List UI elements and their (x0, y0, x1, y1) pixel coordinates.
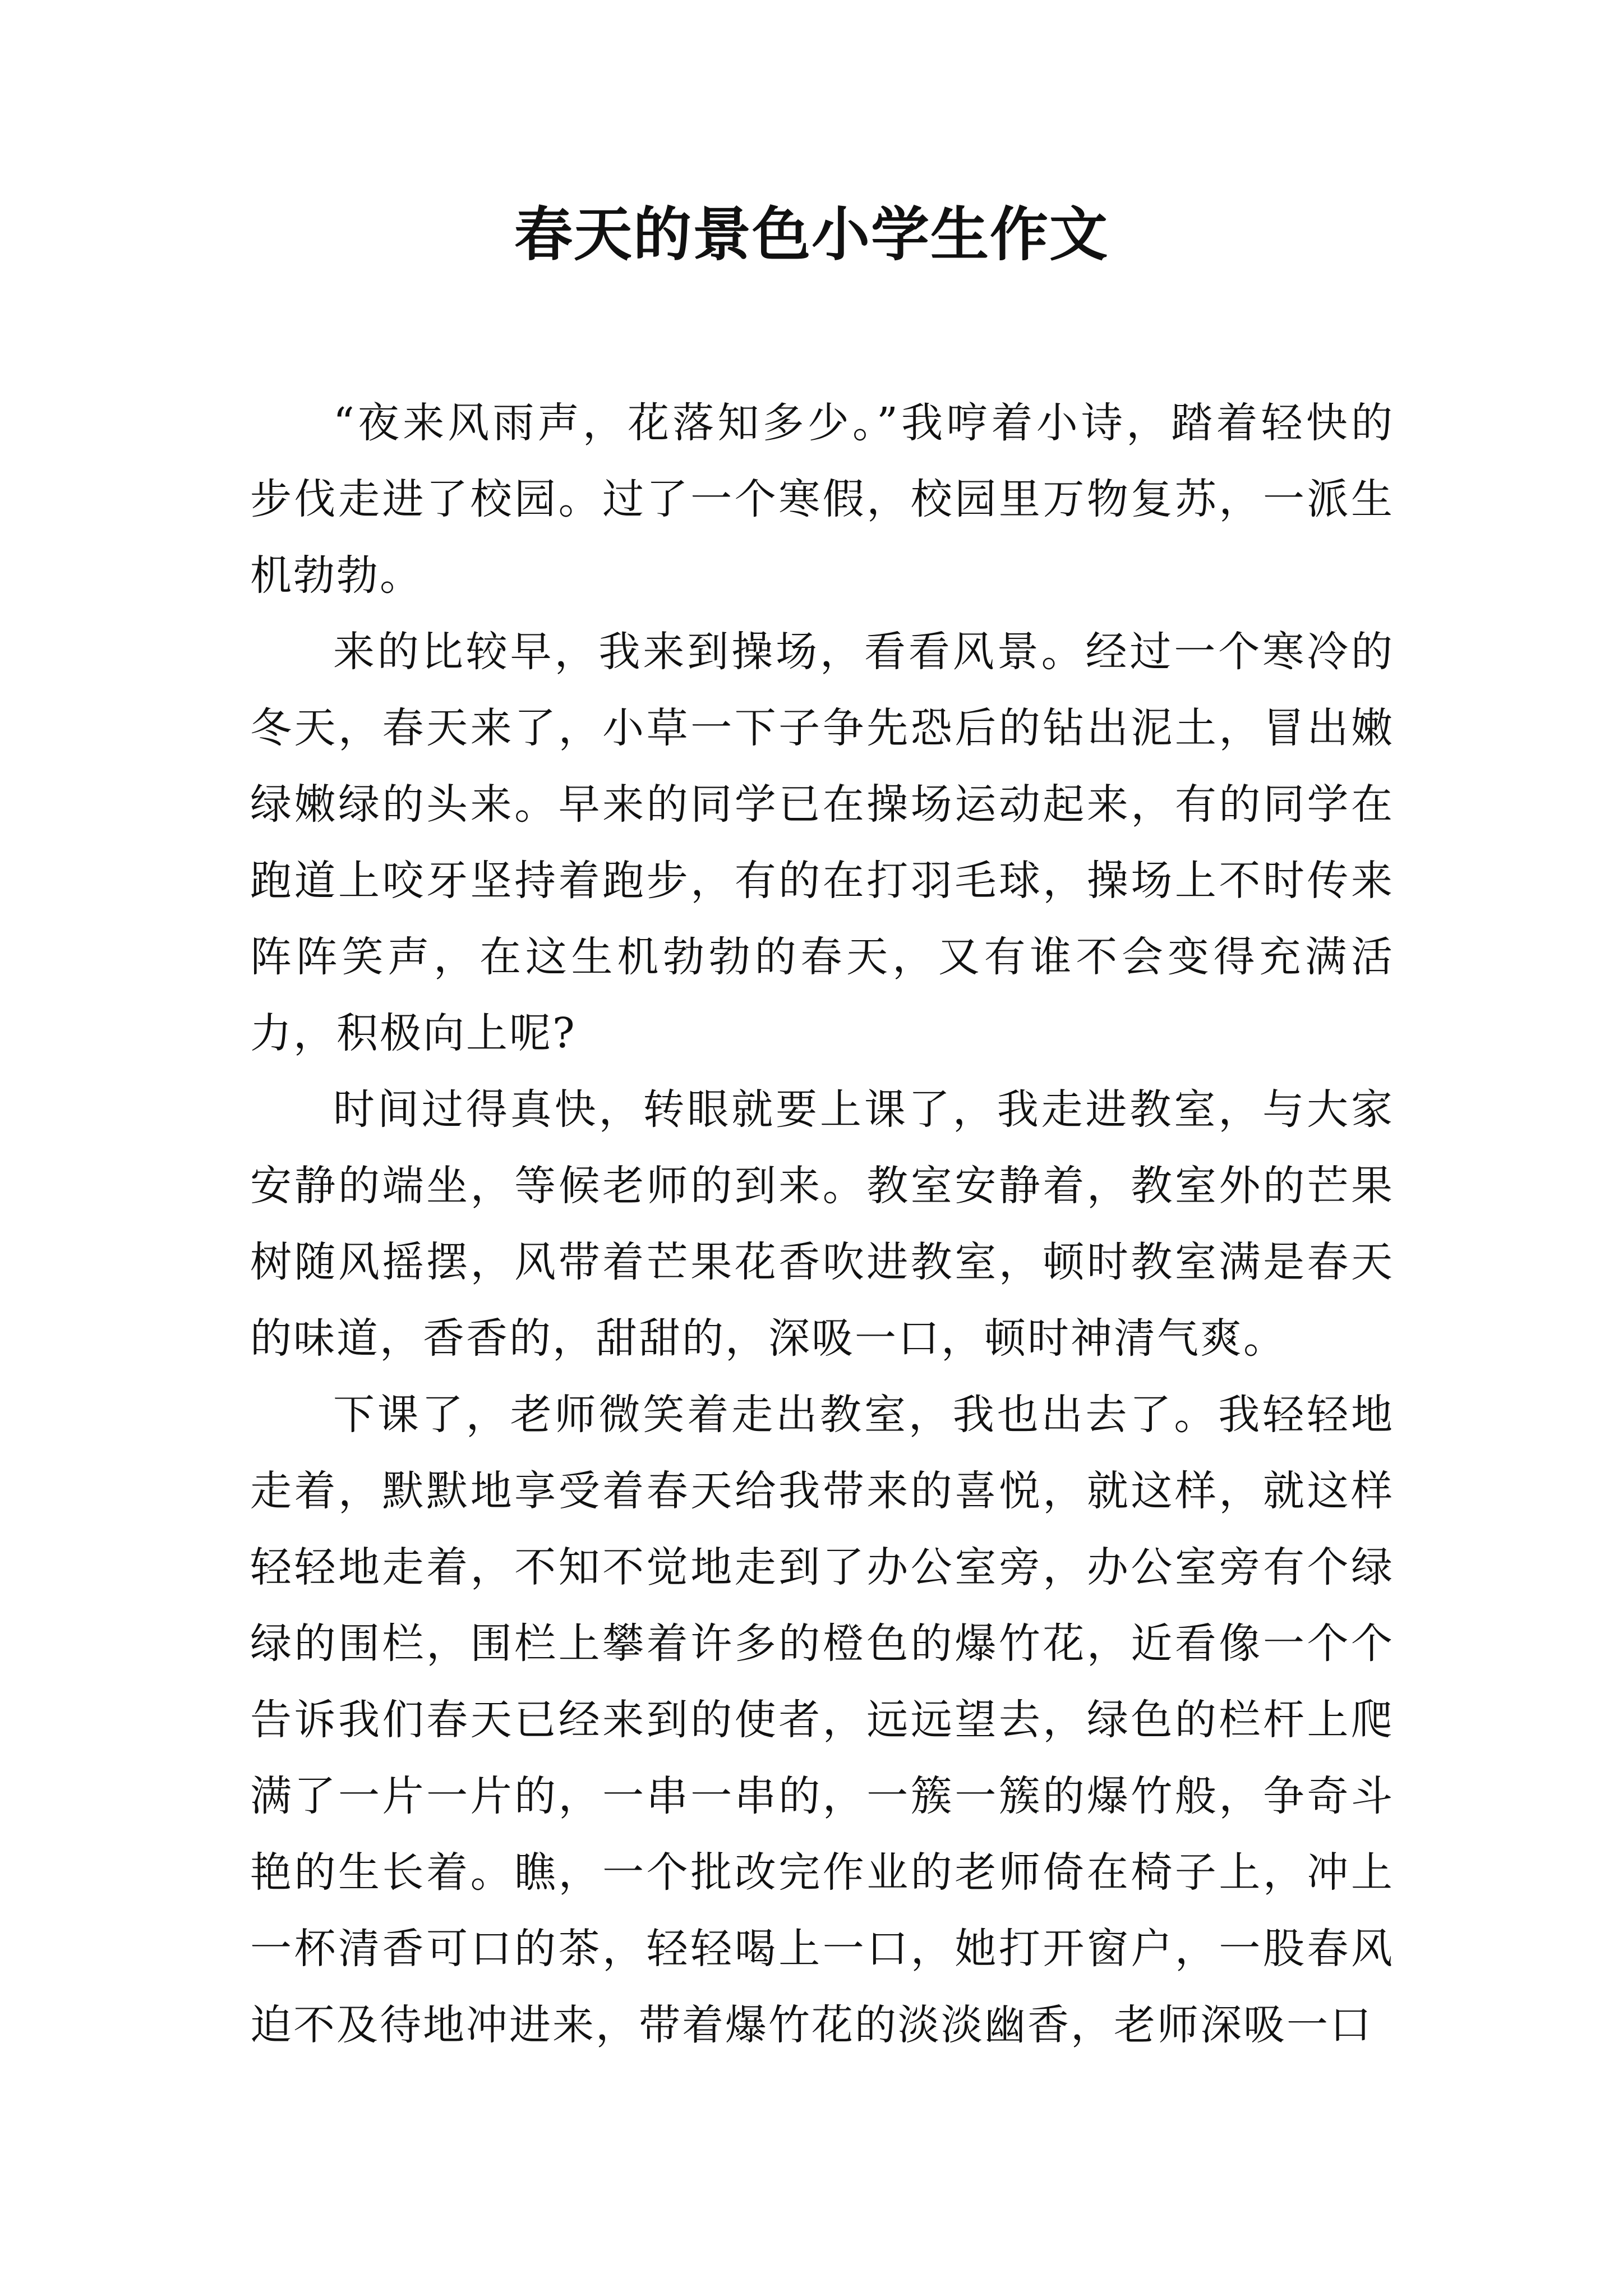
document-title: 春天的景色小学生作文 (514, 200, 1109, 269)
paragraph-4: 下课了，老师微笑着走出教室，我也出去了。我轻轻地走着，默默地享受着春天给我带来的喜悦，就这样，就这样轻轻地走着，不知不觉地走到了办公室旁，办公室旁有个绿绿的围栏，围栏上攀着许多的橙色的爆竹花，近看像一个个告诉我们春天已经来到的使者，远远望去，绿色的栏杆上爬满了一片一片的，一串一串的，一簇一簇的爆竹般，争奇斗艳的生长着。瞧，一个批改完作业的老师倚在椅子上，冲上一杯清香可口的茶，轻轻喝上一口，她打开窗户，一股春风迫不及待地冲进来，带着爆竹花的淡淡幽香，老师深吸一口 (250, 1391, 1394, 2049)
paragraph-1: “夜来风雨声，花落知多少。”我哼着小诗，踏着轻快的步伐走进了校园。过了一个寒假，校园里万物复苏，一派生机勃勃。 (250, 399, 1394, 600)
paragraph-3: 时间过得真快，转眼就要上课了，我走进教室，与大家安静的端坐，等候老师的到来。教室安静着，教室外的芒果树随风摇摆，风带着芒果花香吹进教室，顿时教室满是春天的味道，香香的，甜甜的，深吸一口，顿时神清气爽。 (250, 1085, 1394, 1363)
document-body (250, 385, 1394, 2063)
paragraph-2: 来的比较早，我来到操场，看看风景。经过一个寒冷的冬天，春天来了，小草一下子争先恐后的钻出泥土，冒出嫩绿嫩绿的头来。早来的同学已在操场运动起来，有的同学在跑道上咬牙坚持着跑步，有的在打羽毛球，操场上不时传来阵阵笑声，在这生机勃勃的春天，又有谁不会变得充满活力，积极向上呢? (250, 628, 1394, 1057)
